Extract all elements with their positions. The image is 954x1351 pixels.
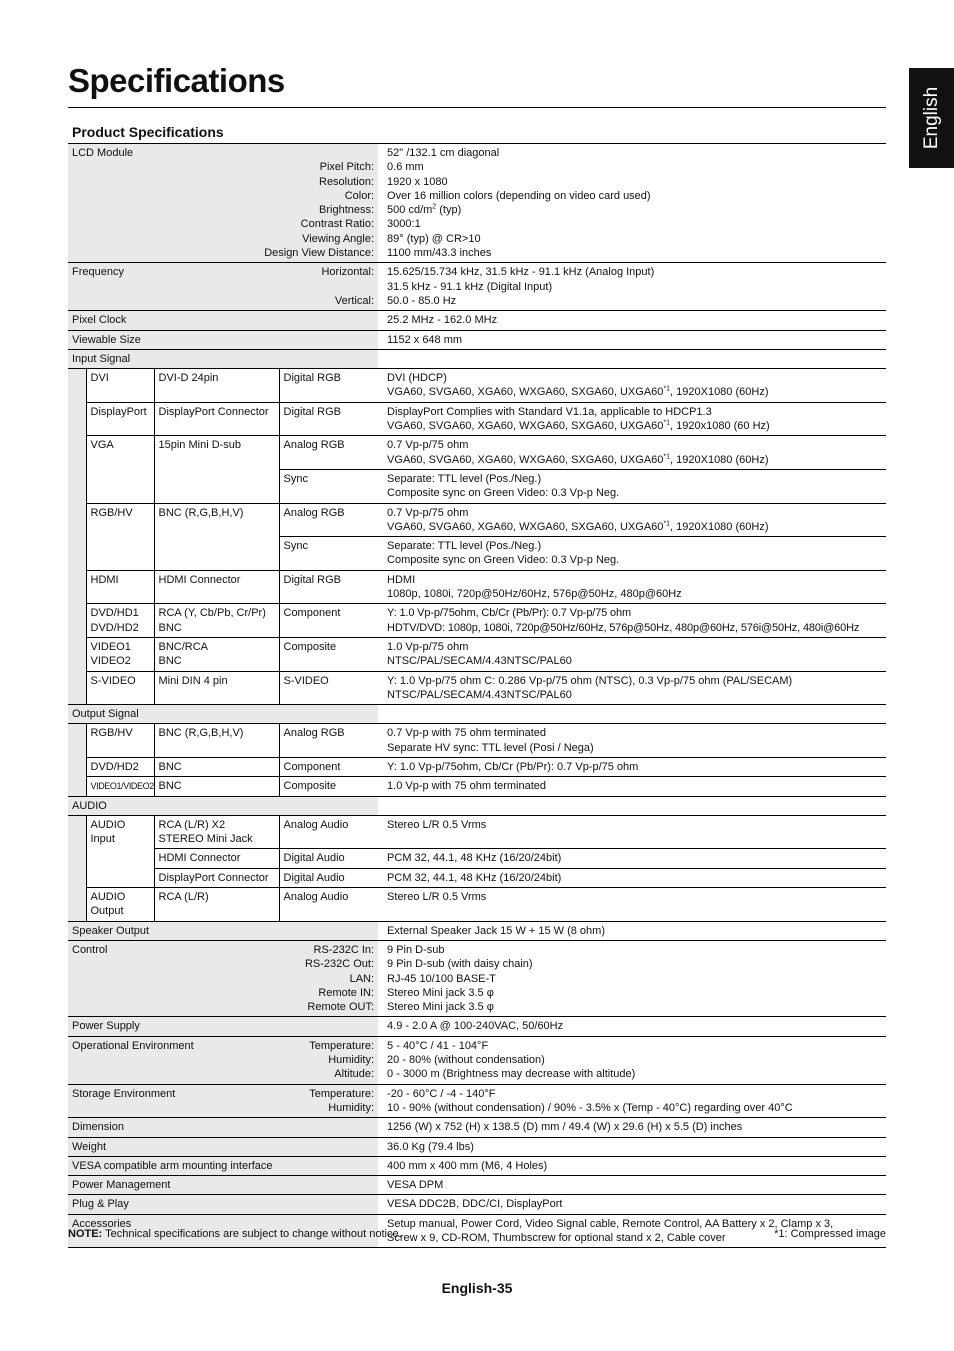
audio-value: PCM 32, 44.1, 48 KHz (16/20/24bit) — [378, 868, 886, 887]
storage-env-label: Storage Environment — [72, 1087, 176, 1100]
input-value — [378, 671, 886, 705]
power-supply-label: Power Supply — [68, 1017, 378, 1036]
input-value — [378, 537, 886, 571]
lcd-sublabel: Pixel Pitch: — [319, 161, 375, 174]
input-value-part: VGA60, SVGA60, XGA60, WXGA60, SXGA60, UXGA60 — [387, 520, 664, 533]
output-name: VIDEO1/VIDEO2 — [86, 777, 154, 796]
input-name — [86, 637, 154, 671]
storage-env-sublabel: Temperature: — [309, 1087, 375, 1100]
spec-table — [68, 143, 886, 1248]
lcd-sublabel: Brightness: — [319, 204, 375, 217]
input-value-part: , 1920X1080 (60Hz) — [670, 453, 769, 466]
input-signal-label: Input Signal — [68, 349, 378, 368]
output-value: 1.0 Vp-p with 75 ohm terminated — [378, 777, 886, 796]
operational-env-value: 0 - 3000 m (Brightness may decrease with altitude) — [387, 1068, 636, 1081]
operational-env-value-cell — [378, 1036, 886, 1084]
power-management-label: Power Management — [68, 1176, 378, 1195]
lcd-value: Over 16 million colors (depending on video card used) — [387, 189, 651, 202]
audio-name-line: Input — [90, 833, 115, 846]
speaker-output-label: Speaker Output — [68, 921, 378, 940]
input-value — [378, 503, 886, 537]
input-value-line: Y: 1.0 Vp-p/75ohm, Cb/Cr (Pb/Pr): 0.7 Vp-p/75 ohm — [387, 607, 631, 620]
input-signal-blank — [378, 349, 886, 368]
spec-row-control — [68, 940, 886, 1016]
input-type: Digital RGB — [279, 570, 378, 604]
input-value-line: Separate: TTL level (Pos./Neg.) — [387, 472, 542, 485]
audio-type: Digital Audio — [279, 868, 378, 887]
input-row-dvd — [68, 604, 886, 638]
output-signal-label: Output Signal — [68, 705, 378, 724]
viewable-size-label: Viewable Size — [68, 330, 378, 349]
output-connector: BNC — [154, 757, 279, 776]
speaker-output-value: External Speaker Jack 15 W + 15 W (8 ohm) — [378, 921, 886, 940]
input-name-line: DVD/HD1 — [90, 607, 139, 620]
accessories-label: Accessories — [68, 1214, 378, 1248]
brightness-typ: (typ) — [439, 204, 462, 217]
input-value — [378, 570, 886, 604]
output-name: RGB/HV — [86, 724, 154, 758]
operational-env-label: Operational Environment — [72, 1039, 194, 1052]
input-value-part: , 1920X1080 (60Hz) — [670, 386, 769, 399]
input-connector-line: RCA (Y, Cb/Pb, Cr/Pr) — [158, 607, 266, 620]
operational-env-sublabel: Humidity: — [328, 1054, 375, 1067]
input-connector: BNC (R,G,B,H,V) — [154, 503, 279, 570]
audio-value: PCM 32, 44.1, 48 KHz (16/20/24bit) — [378, 849, 886, 868]
accessories-value-line: Setup manual, Power Cord, Video Signal cable, Remote Control, AA Battery x 2, Clamp x 3, — [387, 1217, 834, 1230]
vesa-label: VESA compatible arm mounting interface — [68, 1156, 378, 1175]
audio-connector — [154, 815, 279, 849]
lcd-value: 89° (typ) @ CR>10 — [387, 232, 481, 245]
frequency-horizontal-label: Horizontal: — [321, 266, 375, 279]
input-value-line: 0.7 Vp-p/75 ohm — [387, 506, 469, 519]
storage-env-value: -20 - 60°C / -4 - 140°F — [387, 1087, 496, 1100]
output-connector: BNC (R,G,B,H,V) — [154, 724, 279, 758]
output-row-rgbhv — [68, 724, 886, 758]
audio-indent — [68, 815, 86, 921]
control-sublabel: Remote OUT: — [307, 1001, 375, 1014]
lcd-value: 0.6 mm — [387, 161, 424, 174]
spec-row-input-signal — [68, 349, 886, 368]
input-type: S-VIDEO — [279, 671, 378, 705]
power-management-value: VESA DPM — [378, 1176, 886, 1195]
audio-name — [86, 888, 154, 922]
pixel-clock-value: 25.2 MHz - 162.0 MHz — [378, 311, 886, 330]
output-value — [378, 724, 886, 758]
input-connector: HDMI Connector — [154, 570, 279, 604]
note-text: Technical specifications are subject to change without notice. — [105, 1228, 402, 1240]
input-value-line — [387, 385, 882, 399]
input-value-line: Composite sync on Green Video: 0.3 Vp-p Neg. — [387, 487, 620, 500]
input-value-line: 0.7 Vp-p/75 ohm — [387, 439, 469, 452]
dimension-label: Dimension — [68, 1118, 378, 1137]
output-value-line: Separate HV sync: TTL level (Posi / Nega) — [387, 741, 594, 754]
accessories-value-line: Screw x 9, CD-ROM, Thumbscrew for optional stand x 2, Cable cover — [387, 1232, 726, 1244]
output-value-line: 0.7 Vp-p with 75 ohm terminated — [387, 727, 547, 740]
input-name-line: VIDEO1 — [90, 640, 131, 653]
lcd-value: 1920 x 1080 — [387, 175, 448, 188]
frequency-value: 31.5 kHz - 91.1 kHz (Digital Input) — [387, 280, 553, 293]
spec-row-output-signal — [68, 705, 886, 724]
weight-value: 36.0 Kg (79.4 lbs) — [378, 1137, 886, 1156]
control-label-cell — [68, 940, 378, 1016]
storage-env-sublabel: Humidity: — [328, 1101, 375, 1114]
input-type: Sync — [279, 537, 378, 571]
language-tab-label: English — [920, 86, 942, 150]
brightness-value: 500 cd/m — [387, 204, 433, 217]
vesa-value: 400 mm x 400 mm (M6, 4 Holes) — [378, 1156, 886, 1175]
frequency-vertical-label: Vertical: — [334, 294, 375, 307]
output-name: DVD/HD2 — [86, 757, 154, 776]
audio-row-hdmi — [68, 849, 886, 868]
spec-row-lcd — [68, 144, 886, 263]
audio-connector: HDMI Connector — [154, 849, 279, 868]
lcd-sublabel: Design View Distance: — [264, 247, 375, 260]
input-row-svideo — [68, 671, 886, 705]
lcd-value: 52" /132.1 cm diagonal — [387, 147, 500, 159]
input-name: S-VIDEO — [86, 671, 154, 705]
storage-env-label-line — [72, 1087, 374, 1101]
output-connector: BNC — [154, 777, 279, 796]
input-connector: 15pin Mini D-sub — [154, 436, 279, 503]
input-row-vga — [68, 436, 886, 470]
spec-row-frequency — [68, 263, 886, 311]
output-type: Analog RGB — [279, 724, 378, 758]
input-value-line: Separate: TTL level (Pos./Neg.) — [387, 540, 542, 553]
input-name — [86, 604, 154, 638]
output-row-dvd — [68, 757, 886, 776]
audio-type: Analog Audio — [279, 815, 378, 849]
input-value-line — [387, 453, 882, 467]
input-name-line: DVD/HD2 — [90, 621, 139, 634]
output-signal-blank — [378, 705, 886, 724]
input-type: Component — [279, 604, 378, 638]
audio-name-line: AUDIO — [90, 818, 126, 831]
viewable-size-value: 1152 x 648 mm — [378, 330, 886, 349]
page-title: Specifications — [68, 62, 285, 99]
plug-play-value: VESA DDC2B, DDC/CI, DisplayPort — [378, 1195, 886, 1214]
input-value-line: Composite sync on Green Video: 0.3 Vp-p Neg. — [387, 554, 620, 567]
audio-connector-line: STEREO Mini Jack — [158, 833, 253, 846]
input-value-line: NTSC/PAL/SECAM/4.43NTSC/PAL60 — [387, 688, 572, 701]
input-name: DVI — [86, 369, 154, 403]
frequency-value: 50.0 - 85.0 Hz — [387, 294, 457, 307]
lcd-sublabel: Resolution: — [319, 175, 375, 188]
control-value: 9 Pin D-sub — [387, 943, 445, 956]
control-value: RJ-45 10/100 BASE-T — [387, 972, 496, 985]
audio-value: Stereo L/R 0.5 Vrms — [378, 888, 886, 922]
input-value-line: DVI (HDCP) — [387, 372, 447, 385]
input-connector: DisplayPort Connector — [154, 402, 279, 436]
storage-env-value: 10 - 90% (without condensation) / 90% - 3.5% x (Temp - 40°C) regarding over 40°C — [387, 1101, 793, 1114]
audio-connector: DisplayPort Connector — [154, 868, 279, 887]
input-value-part: VGA60, SVGA60, XGA60, WXGA60, SXGA60, UXGA60 — [387, 453, 664, 466]
input-value-line: 1.0 Vp-p/75 ohm — [387, 640, 469, 653]
input-value-line: DisplayPort Complies with Standard V1.1a, applicable to HDCP1.3 — [387, 405, 712, 418]
frequency-label-cell — [68, 263, 378, 311]
input-connector: DVI-D 24pin — [154, 369, 279, 403]
input-name: RGB/HV — [86, 503, 154, 570]
input-connector: Mini DIN 4 pin — [154, 671, 279, 705]
input-value-part: VGA60, SVGA60, XGA60, WXGA60, SXGA60, UXGA60 — [387, 386, 664, 399]
lcd-sublabel: Viewing Angle: — [302, 232, 375, 245]
audio-row-input — [68, 815, 886, 849]
input-value — [378, 637, 886, 671]
output-row-video — [68, 777, 886, 796]
input-connector — [154, 604, 279, 638]
audio-row-displayport — [68, 868, 886, 887]
input-row-video — [68, 637, 886, 671]
input-value-line — [387, 520, 882, 534]
storage-env-value-cell — [378, 1084, 886, 1118]
input-value-part: VGA60, SVGA60, XGA60, WXGA60, SXGA60, UXGA60 — [387, 420, 664, 433]
input-value-line: HDMI — [387, 573, 416, 586]
input-row-dvi — [68, 369, 886, 403]
control-sublabel: LAN: — [349, 972, 375, 985]
dimension-value: 1256 (W) x 752 (H) x 138.5 (D) mm / 49.4 (W) x 29.6 (H) x 5.5 (D) inches — [378, 1118, 886, 1137]
superscript: *1 — [663, 385, 671, 393]
input-value-part: , 1920x1080 (60 Hz) — [670, 420, 770, 433]
power-supply-value: 4.9 - 2.0 A @ 100-240VAC, 50/60Hz — [378, 1017, 886, 1036]
operational-env-value: 5 - 40°C / 41 - 104°F — [387, 1039, 489, 1052]
operational-env-label-line — [72, 1039, 374, 1053]
output-value: Y: 1.0 Vp-p/75ohm, Cb/Cr (Pb/Pr): 0.7 Vp-p/75 ohm — [378, 757, 886, 776]
superscript: 2 — [432, 203, 437, 211]
note-label: NOTE: — [68, 1228, 103, 1240]
lcd-value-cell — [378, 144, 886, 263]
input-value — [378, 469, 886, 503]
lcd-value: 1100 mm/43.3 inches — [387, 247, 492, 260]
audio-name-line: AUDIO — [90, 891, 126, 904]
output-type: Component — [279, 757, 378, 776]
frequency-value-cell — [378, 263, 886, 311]
audio-connector: RCA (L/R) — [154, 888, 279, 922]
input-value-line: NTSC/PAL/SECAM/4.43NTSC/PAL60 — [387, 655, 572, 668]
title-rule — [68, 107, 886, 108]
frequency-value: 15.625/15.734 kHz, 31.5 kHz - 91.1 kHz (Analog Input) — [387, 266, 655, 279]
spec-row-storage-env — [68, 1084, 886, 1118]
input-indent — [68, 369, 86, 705]
footnote: *1: Compressed image — [774, 1228, 886, 1240]
lcd-sublabel: Color: — [344, 189, 375, 202]
input-name: VGA — [86, 436, 154, 503]
input-value-part: , 1920X1080 (60Hz) — [670, 520, 769, 533]
input-connector-line: BNC/RCA — [158, 640, 209, 653]
input-type: Sync — [279, 469, 378, 503]
spec-row-power-management — [68, 1176, 886, 1195]
output-indent — [68, 724, 86, 796]
input-value-line: 1080p, 1080i, 720p@50Hz/60Hz, 576p@50Hz, 480p@60Hz — [387, 588, 682, 601]
spec-row-viewable-size — [68, 330, 886, 349]
audio-connector-line: RCA (L/R) X2 — [158, 818, 226, 831]
audio-type: Digital Audio — [279, 849, 378, 868]
spec-row-speaker-output — [68, 921, 886, 940]
lcd-value — [387, 203, 882, 217]
control-value: Stereo Mini jack 3.5 φ — [387, 1001, 494, 1014]
operational-env-sublabel: Altitude: — [334, 1068, 375, 1081]
control-sublabel: Remote IN: — [318, 986, 375, 999]
spec-row-weight — [68, 1137, 886, 1156]
lcd-label: LCD Module — [72, 147, 134, 159]
audio-value: Stereo L/R 0.5 Vrms — [378, 815, 886, 849]
audio-row-output — [68, 888, 886, 922]
spec-row-power-supply — [68, 1017, 886, 1036]
operational-env-value: 20 - 80% (without condensation) — [387, 1054, 545, 1067]
input-row-hdmi — [68, 570, 886, 604]
audio-type: Analog Audio — [279, 888, 378, 922]
input-connector — [154, 637, 279, 671]
spec-row-operational-env — [68, 1036, 886, 1084]
input-name: DisplayPort — [86, 402, 154, 436]
lcd-value: 3000:1 — [387, 218, 421, 231]
spec-row-vesa — [68, 1156, 886, 1175]
input-type: Analog RGB — [279, 503, 378, 537]
frequency-label-line — [72, 265, 374, 279]
operational-env-label-cell — [68, 1036, 378, 1084]
input-row-displayport — [68, 402, 886, 436]
language-tab — [909, 68, 954, 168]
page-number: English-35 — [441, 1280, 513, 1296]
input-row-rgbhv — [68, 503, 886, 537]
input-name-line: VIDEO2 — [90, 655, 131, 668]
audio-label: AUDIO — [68, 796, 378, 815]
control-value-cell — [378, 940, 886, 1016]
input-type: Composite — [279, 637, 378, 671]
lcd-label-cell — [68, 144, 378, 263]
pixel-clock-label: Pixel Clock — [68, 311, 378, 330]
spec-row-dimension — [68, 1118, 886, 1137]
control-value: 9 Pin D-sub (with daisy chain) — [387, 958, 533, 971]
input-value — [378, 436, 886, 470]
spec-row-plug-play — [68, 1195, 886, 1214]
superscript: *1 — [663, 452, 671, 460]
section-title: Product Specifications — [72, 124, 224, 140]
input-value — [378, 402, 886, 436]
spec-row-audio — [68, 796, 886, 815]
control-value: Stereo Mini jack 3.5 φ — [387, 986, 494, 999]
output-type: Composite — [279, 777, 378, 796]
input-value — [378, 369, 886, 403]
plug-play-label: Plug & Play — [68, 1195, 378, 1214]
input-connector-line: BNC — [158, 655, 182, 668]
audio-name-line: Output — [90, 905, 124, 918]
input-value-line: Y: 1.0 Vp-p/75 ohm C: 0.286 Vp-p/75 ohm (NTSC), 0.3 Vp-p/75 ohm (PAL/SECAM) — [387, 674, 793, 687]
control-label: Control — [72, 943, 108, 956]
lcd-sublabel: Contrast Ratio: — [300, 218, 375, 231]
control-sublabel: RS-232C In: — [313, 943, 375, 956]
note — [68, 1228, 402, 1240]
superscript: *1 — [663, 520, 671, 528]
spec-row-pixel-clock — [68, 311, 886, 330]
input-value — [378, 604, 886, 638]
input-connector-line: BNC — [158, 621, 182, 634]
input-type: Digital RGB — [279, 369, 378, 403]
input-name: HDMI — [86, 570, 154, 604]
input-type: Analog RGB — [279, 436, 378, 470]
frequency-label: Frequency — [72, 266, 124, 279]
storage-env-label-cell — [68, 1084, 378, 1118]
operational-env-sublabel: Temperature: — [309, 1039, 375, 1052]
input-value-line: HDTV/DVD: 1080p, 1080i, 720p@50Hz/60Hz, 576p@50Hz, 480p@60Hz, 576i@50Hz, 480i@60Hz — [387, 621, 860, 634]
audio-blank — [378, 796, 886, 815]
audio-name — [86, 815, 154, 887]
input-value-line — [387, 419, 882, 433]
control-label-line — [72, 943, 374, 957]
control-sublabel: RS-232C Out: — [304, 958, 375, 971]
weight-label: Weight — [68, 1137, 378, 1156]
input-type: Digital RGB — [279, 402, 378, 436]
superscript: *1 — [663, 419, 671, 427]
